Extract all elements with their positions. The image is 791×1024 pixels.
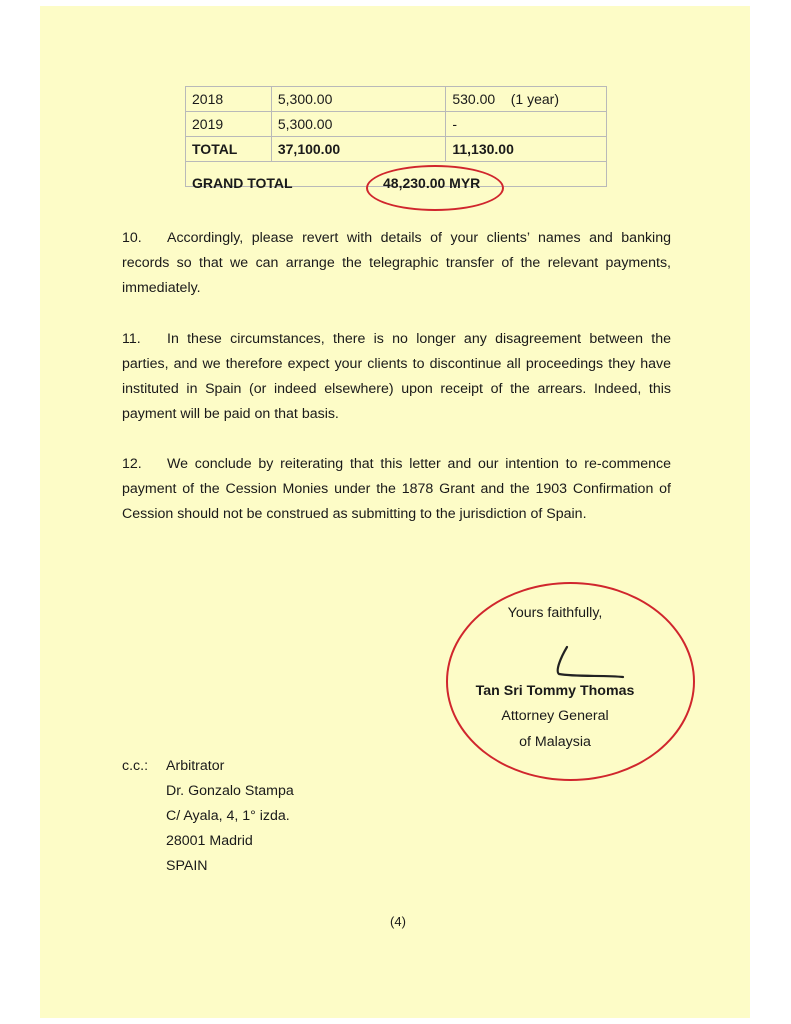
paragraph-text: In these circumstances, there is no longer any disagreement between the parties, and we therefore expect your clients to discontinue all proceedings they have instituted in Spain (or indeed elsewhere) upon receipt of the arrears. Indeed, this payment will be paid on that basis. xyxy=(122,331,671,422)
arrears-note: (1 year) xyxy=(510,91,559,107)
cc-recipient xyxy=(166,754,294,879)
cc-line: C/ Ayala, 4, 1° izda. xyxy=(166,808,290,824)
cc-label: c.c.: xyxy=(122,758,149,774)
signatory-title-line-1: Attorney General xyxy=(501,708,609,724)
paragraph-number: 12. xyxy=(122,456,142,472)
paragraph-text: We conclude by reiterating that this letter and our intention to re-commence payment of the Cession Monies under the 1878 Grant and the 1903 Confirmation of Cession should not be construed as submitting to the jurisdiction of Spain. xyxy=(122,456,671,522)
paragraph-number: 11. xyxy=(122,331,141,347)
cc-line: SPAIN xyxy=(166,858,208,874)
cc-line: Arbitrator xyxy=(166,758,225,774)
grand-total-label: GRAND TOTAL xyxy=(192,175,293,191)
total-label: TOTAL xyxy=(186,137,272,162)
paragraph-11 xyxy=(122,327,671,427)
paragraph-10 xyxy=(122,226,671,301)
year-cell: 2019 xyxy=(186,112,272,137)
arrears-cell: 530.00 (1 year) xyxy=(446,87,607,112)
total-arrears: 11,130.00 xyxy=(446,137,607,162)
grand-total-annotation-circle xyxy=(366,165,504,211)
paragraph-number: 10. xyxy=(122,230,142,246)
total-row xyxy=(186,137,607,162)
signatory-name: Tan Sri Tommy Thomas xyxy=(475,682,635,699)
table-row xyxy=(186,87,607,112)
paragraph-12 xyxy=(122,452,671,527)
table-row xyxy=(186,112,607,137)
signatory-title-line-2: of Malaysia xyxy=(519,733,591,750)
page-number: (4) xyxy=(390,914,406,929)
grand-total-value: 48,230.00 MYR xyxy=(383,175,481,191)
arrears-cell: - xyxy=(446,112,607,137)
signature-annotation-circle xyxy=(446,582,695,781)
paragraph-text: Accordingly, please revert with details of your clients’ names and banking records so that we can arrange the telegraphic transfer of the relevant payments, immediately. xyxy=(122,230,671,296)
cc-line: Dr. Gonzalo Stampa xyxy=(166,783,294,799)
closing: Yours faithfully, xyxy=(507,605,603,621)
cc-line: 28001 Madrid xyxy=(166,833,253,849)
amount-cell: 5,300.00 xyxy=(271,112,446,137)
year-cell: 2018 xyxy=(186,87,272,112)
total-amount: 37,100.00 xyxy=(271,137,446,162)
amount-cell: 5,300.00 xyxy=(271,87,446,112)
